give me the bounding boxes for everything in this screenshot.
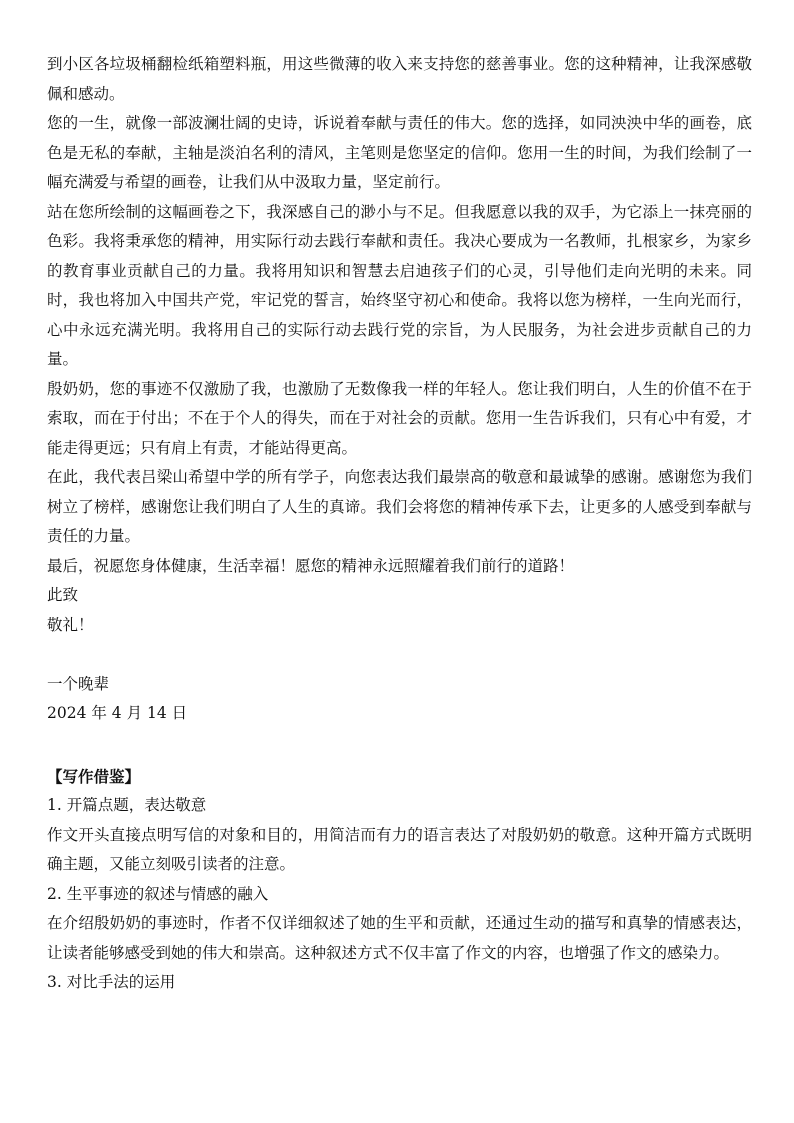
letter-closing: 此致 [47, 586, 79, 604]
letter-paragraph: 到小区各垃圾桶翻检纸箱塑料瓶，用这些微薄的收入来支持您的慈善事业。您的这种精神，让我深感敬佩和感动。 [47, 55, 752, 103]
letter-paragraph: 殷奶奶，您的事迹不仅激励了我，也激励了无数像我一样的年轻人。您让我们明白，人生的价值不在于索取，而在于付出；不在于个人的得失，而在于对社会的贡献。您用一生告诉我们，只有心中有爱，才能走得更远；只有肩上有责，才能站得更高。 [47, 379, 752, 457]
commentary-point-body: 在介绍殷奶奶的事迹时，作者不仅详细叙述了她的生平和贡献，还通过生动的描写和真挚的情感表达，让读者能够感受到她的伟大和崇高。这种叙述方式不仅丰富了作文的内容，也增强了作文的感染力。 [47, 914, 752, 962]
commentary-point-title: 1. 开篇点题，表达敬意 [47, 796, 207, 814]
commentary-point-title: 2. 生平事迹的叙述与情感的融入 [47, 884, 269, 903]
document-page [47, 50, 752, 998]
section-gap [47, 729, 752, 762]
letter-body [47, 50, 752, 729]
letter-paragraph: 最后，祝愿您身体健康，生活幸福！愿您的精神永远照耀着我们前行的道路！ [47, 556, 575, 575]
letter-paragraph: 您的一生，就像一部波澜壮阔的史诗，诉说着奉献与责任的伟大。您的选择，如同泱泱中华的画卷，底色是无私的奉献，主轴是淡泊名利的清风，主笔则是您坚定的信仰。您用一生的时间，为我们绘制了一幅充满爱与希望的画卷，让我们从中汲取力量，坚定前行。 [47, 114, 752, 191]
commentary-point-title: 3. 对比手法的运用 [47, 973, 176, 991]
letter-salute: 敬礼！ [47, 615, 94, 634]
writing-commentary [47, 762, 752, 998]
letter-signature: 一个晚辈 [47, 674, 110, 693]
commentary-point-body: 作文开头直接点明写信的对象和目的，用简洁而有力的语言表达了对殷奶奶的敬意。这种开篇方式既明确主题，又能立刻吸引读者的注意。 [47, 825, 752, 873]
letter-paragraph: 在此，我代表吕梁山希望中学的所有学子，向您表达我们最崇高的敬意和最诚挚的感谢。感谢您为我们树立了榜样，感谢您让我们明白了人生的真谛。我们会将您的精神传承下去，让更多的人感受到奉献与责任的力量。 [47, 468, 752, 545]
commentary-heading: 【写作借鉴】 [47, 766, 141, 786]
blank-line [47, 640, 752, 670]
letter-date: 2024 年 4 月 14 日 [47, 704, 188, 722]
letter-paragraph: 站在您所绘制的这幅画卷之下，我深感自己的渺小与不足。但我愿意以我的双手，为它添上一抹亮丽的色彩。我将秉承您的精神，用实际行动去践行奉献和责任。我决心要成为一名教师，扎根家乡，为家乡的教育事业贡献自己的力量。我将用知识和智慧去启迪孩子们的心灵，引导他们走向光明的未来。同时，我也将加入中国共产党，牢记党的誓言，始终坚守初心和使命。我将以您为榜样，一生向光而行，心中永远充满光明。我将用自己的实际行动去践行党的宗旨，为人民服务，为社会进步贡献自己的力量。 [47, 202, 752, 368]
